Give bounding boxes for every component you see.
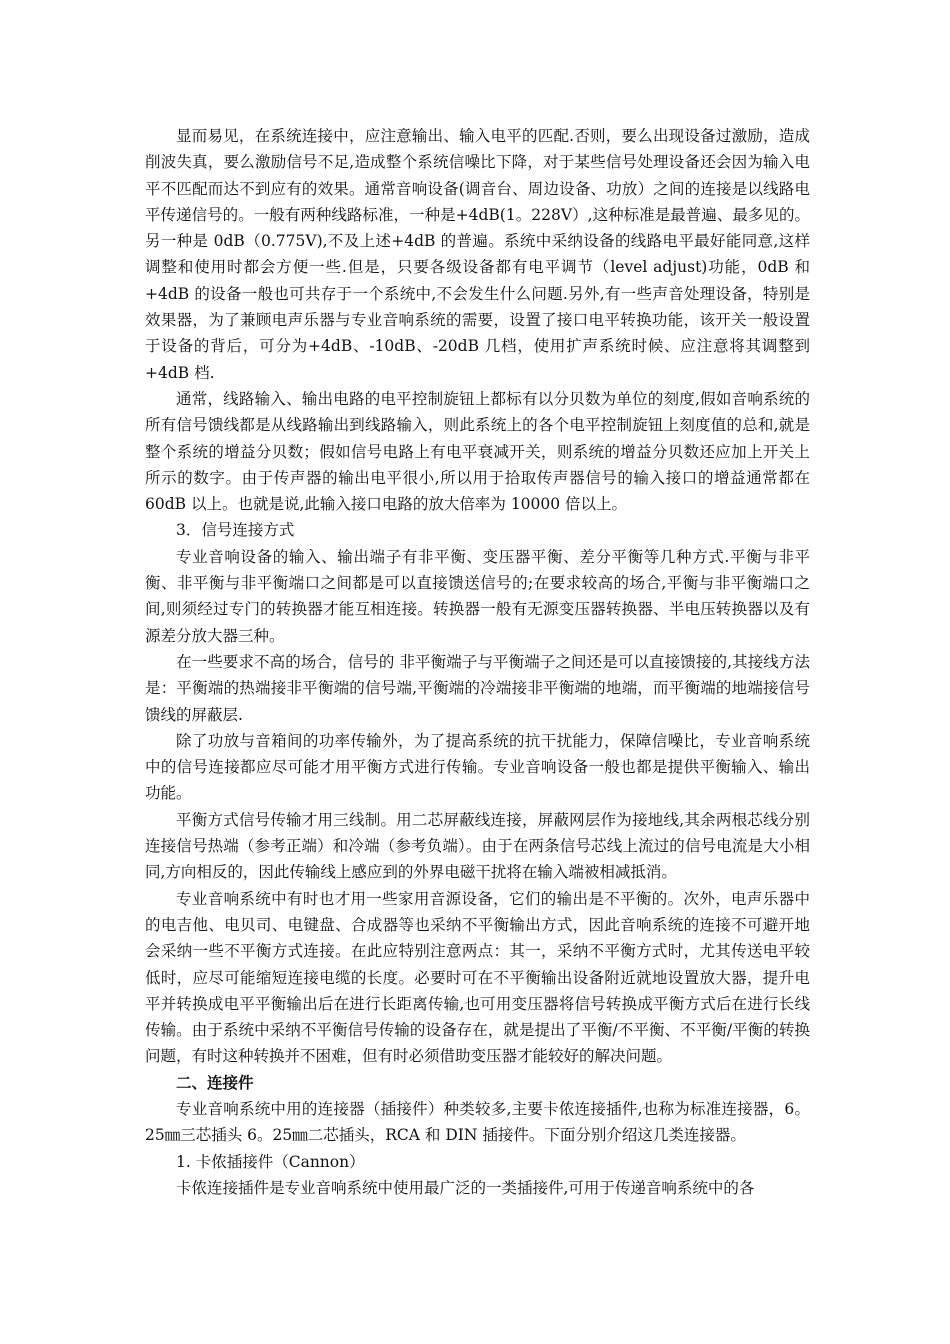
paragraph-three-wire: 平衡方式信号传输才用三线制。用二芯屏蔽线连接，屏蔽网层作为接地线,其余两根芯线分别连接信号热端（参考正端）和冷端（参考负端）。由于在两条信号芯线上流过的信号电流是大小相同,方向相反的，因此传输线上感应到的外界电磁干扰将在输入端被相减抵消。 [145, 810, 810, 882]
paragraph-direct-feed: 在一些要求不高的场合，信号的 非平衡端子与平衡端子之间还是可以直接馈接的,其接线方法是：平衡端的热端接非平衡端的信号端,平衡端的冷端接非平衡端的地端，而平衡端的地端接信号馈线的屏蔽层. [145, 652, 810, 724]
paragraph-level-matching: 显而易见，在系统连接中，应注意输出、输入电平的匹配.否则，要么出现设备过激励，造成削波失真，要么激励信号不足,造成整个系统信噪比下降，对于某些信号处理设备还会因为输入电平不匹配而达不到应有的效果。通常音响设备(调音台、周边设备、功放）之间的连接是以线路电平传递信号的。一般有两种线路标准，一种是+4dB(1。228V）,这种标准是最普遍、最多见的。另一种是 0dB（0.775V),不及上述+4dB 的普遍。系统中采纳设备的线路电平最好能同意,这样调整和使用时都会方便一些.但是，只要各级设备都有电平调节（level adjust)功能，0dB 和+4dB 的设备一般也可共存于一个系统中,不会发生什么问题.另外,有一些声音处理设备，特别是效果器，为了兼顾电声乐器与专业音响系统的需要，设置了接口电平转换功能，该开关一般设置于设备的背后，可分为+4dB、-10dB、-20dB 几档，使用扩声系统时候、应注意将其调整到+4dB 档. [145, 127, 810, 382]
heading-connectors: 二、连接件 [176, 1073, 254, 1092]
paragraph-unbalanced-devices: 专业音响系统中有时也才用一些家用音源设备，它们的输出是不平衡的。次外，电声乐器中的电吉他、电贝司、电键盘、合成器等也采纳不平衡输出方式，因此音响系统的连接不可避开地会采纳一些不平衡方式连接。在此应特别注意两点：其一，采纳不平衡方式时，尤其传送电平较低时，应尽可能缩短连接电缆的长度。必要时可在不平衡输出设备附近就地设置放大器，提升电平并转换成电平平衡输出后在进行长距离传输,也可用变压器将信号转换成平衡方式后在进行长线传输。由于系统中采纳不平衡信号传输的设备存在，就是提出了平衡/不平衡、不平衡/平衡的转换问题，有时这种转换并不困难，但有时必须借助变压器才能较好的解决问题。 [145, 889, 810, 1066]
document-page [145, 123, 810, 1201]
heading-cannon: 1. 卡侬插接件（Cannon） [176, 1152, 365, 1171]
paragraph-terminal-types: 专业音响设备的输入、输出端子有非平衡、变压器平衡、差分平衡等几种方式.平衡与非平衡、非平衡与非平衡端口之间都是可以直接馈送信号的;在要求较高的场合,平衡与非平衡端口之间,则须经过专门的转换器才能互相连接。转换器一般有无源变压器转换器、半电压转换器以及有源差分放大器三种。 [145, 547, 810, 645]
heading-signal-connection: 3．信号连接方式 [176, 521, 295, 540]
paragraph-gain-db: 通常，线路输入、输出电路的电平控制旋钮上都标有以分贝数为单位的刻度,假如音响系统的所有信号馈线都是从线路输出到线路输入，则此系统上的各个电平控制旋钮上刻度值的总和,就是整个系统的增益分贝数；假如信号电路上有电平衰减开关，则系统的增益分贝数还应加上开关上所示的数字。由于传声器的输出电平很小,所以用于拾取传声器信号的输入接口的增益通常都在 60dB 以上。也就是说,此输入接口电路的放大倍率为 10000 倍以上。 [145, 389, 810, 514]
paragraph-connector-types: 专业音响系统中用的连接器（插接件）种类较多,主要卡侬连接插件,也称为标准连接器，6。25㎜三芯插头 6。25㎜二芯插头，RCA 和 DIN 插接件。下面分别介绍这几类连接器。 [145, 1099, 810, 1145]
paragraph-balanced-transmission: 除了功放与音箱间的功率传输外，为了提高系统的抗干扰能力，保障信噪比，专业音响系统中的信号连接都应尽可能才用平衡方式进行传输。专业音响设备一般也都是提供平衡输入、输出功能。 [145, 731, 810, 803]
paragraph-cannon-intro: 卡侬连接插件是专业音响系统中使用最广泛的一类插接件,可用于传递音响系统中的各 [176, 1178, 755, 1197]
